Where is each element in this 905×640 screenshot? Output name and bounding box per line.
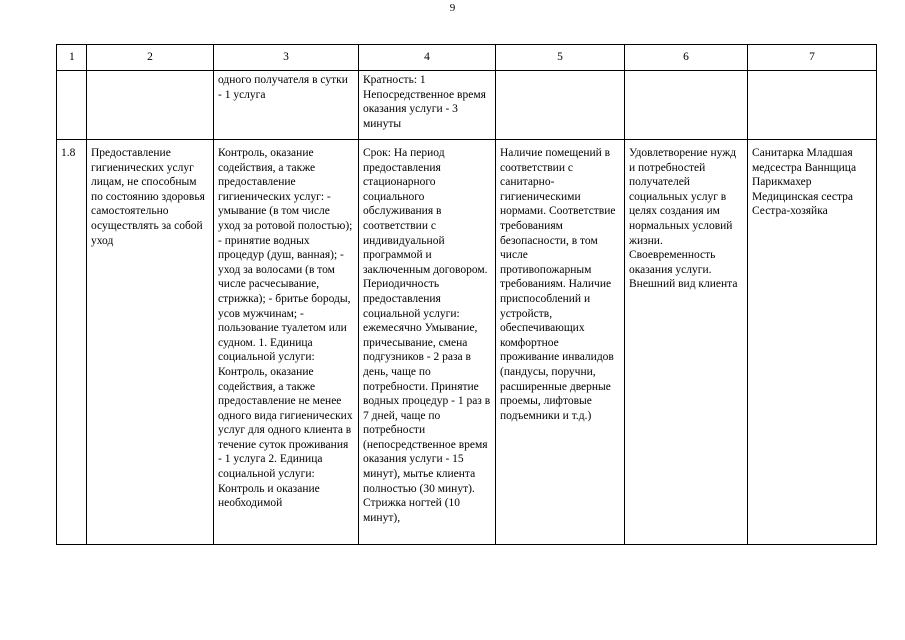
service-quality-cell: Удовлетворение нужд и потребностей получателей социальных услуг в целях создания им нормальных условий жизни. Своевременность оказания услуги. Внешний вид клиента — [625, 140, 748, 545]
header-cell: 7 — [748, 45, 877, 71]
header-cell: 6 — [625, 45, 748, 71]
header-row — [57, 45, 877, 71]
services-table — [56, 44, 877, 545]
page-number: 9 — [449, 2, 456, 14]
service-conditions-cell: Наличие помещений в соответствии с санитарно-гигиеническими нормами. Соответствие требованиям безопасности, в том числе противопожарным требованиям. Наличие приспособлений и устройств, обеспечивающих комфортное проживание инвалидов (пандусы, поручни, расширенные дверные проемы, лифтовые подъемники и т.д.) — [496, 140, 625, 545]
table-cell — [57, 71, 87, 140]
table-cell: одного получателя в сутки - 1 услуга — [214, 71, 359, 140]
table-cell — [748, 71, 877, 140]
header-cell: 5 — [496, 45, 625, 71]
table-row — [57, 71, 877, 140]
service-name-cell: Предоставление гигиенических услуг лицам, не способным по состоянию здоровья самостоятельно осуществлять за собой уход — [87, 140, 214, 545]
table-cell: Кратность: 1 Непосредственное время оказания услуги - 3 минуты — [359, 71, 496, 140]
service-terms-cell: Срок: На период предоставления стационарного социального обслуживания в соответствии с индивидуальной программой и заключенным договором. Периодичность предоставления социальной услуги: ежемесячно Умывание, причесывание, смена подгузников - 2 раза в день, чаще по потребности. Принятие водных процедур - 1 раз в 7 дней, чаще по потребности (непосредственное время оказания услуги - 15 минут), мытье клиента полностью (30 минут). Стрижка ногтей (10 минут), — [359, 140, 496, 545]
header-cell: 3 — [214, 45, 359, 71]
table-cell — [87, 71, 214, 140]
service-staff-cell: Санитарка Младшая медсестра Ваннщица Парикмахер Медицинская сестра Сестра-хозяйка — [748, 140, 877, 545]
header-cell: 4 — [359, 45, 496, 71]
table-cell — [625, 71, 748, 140]
header-cell: 2 — [87, 45, 214, 71]
service-content-cell: Контроль, оказание содействия, а также предоставление гигиенических услуг: - умывание (в том числе уход за ротовой полостью); - принятие водных процедур (душ, ванная); - уход за волосами (в том числе расчесывание, стрижка); - бритье бороды, усов мужчинам; - пользование туалетом или судном. 1. Единица социальной услуги: Контроль, оказание содействия, а также предоставление не менее одного вида гигиенических услуг для одного клиента в течение суток проживания - 1 услуга 2. Единица социальной услуги: Контроль и оказание необходимой — [214, 140, 359, 545]
header-cell: 1 — [57, 45, 87, 71]
table-cell — [496, 71, 625, 140]
table-row — [57, 140, 877, 545]
row-number-cell: 1.8 — [57, 140, 87, 545]
